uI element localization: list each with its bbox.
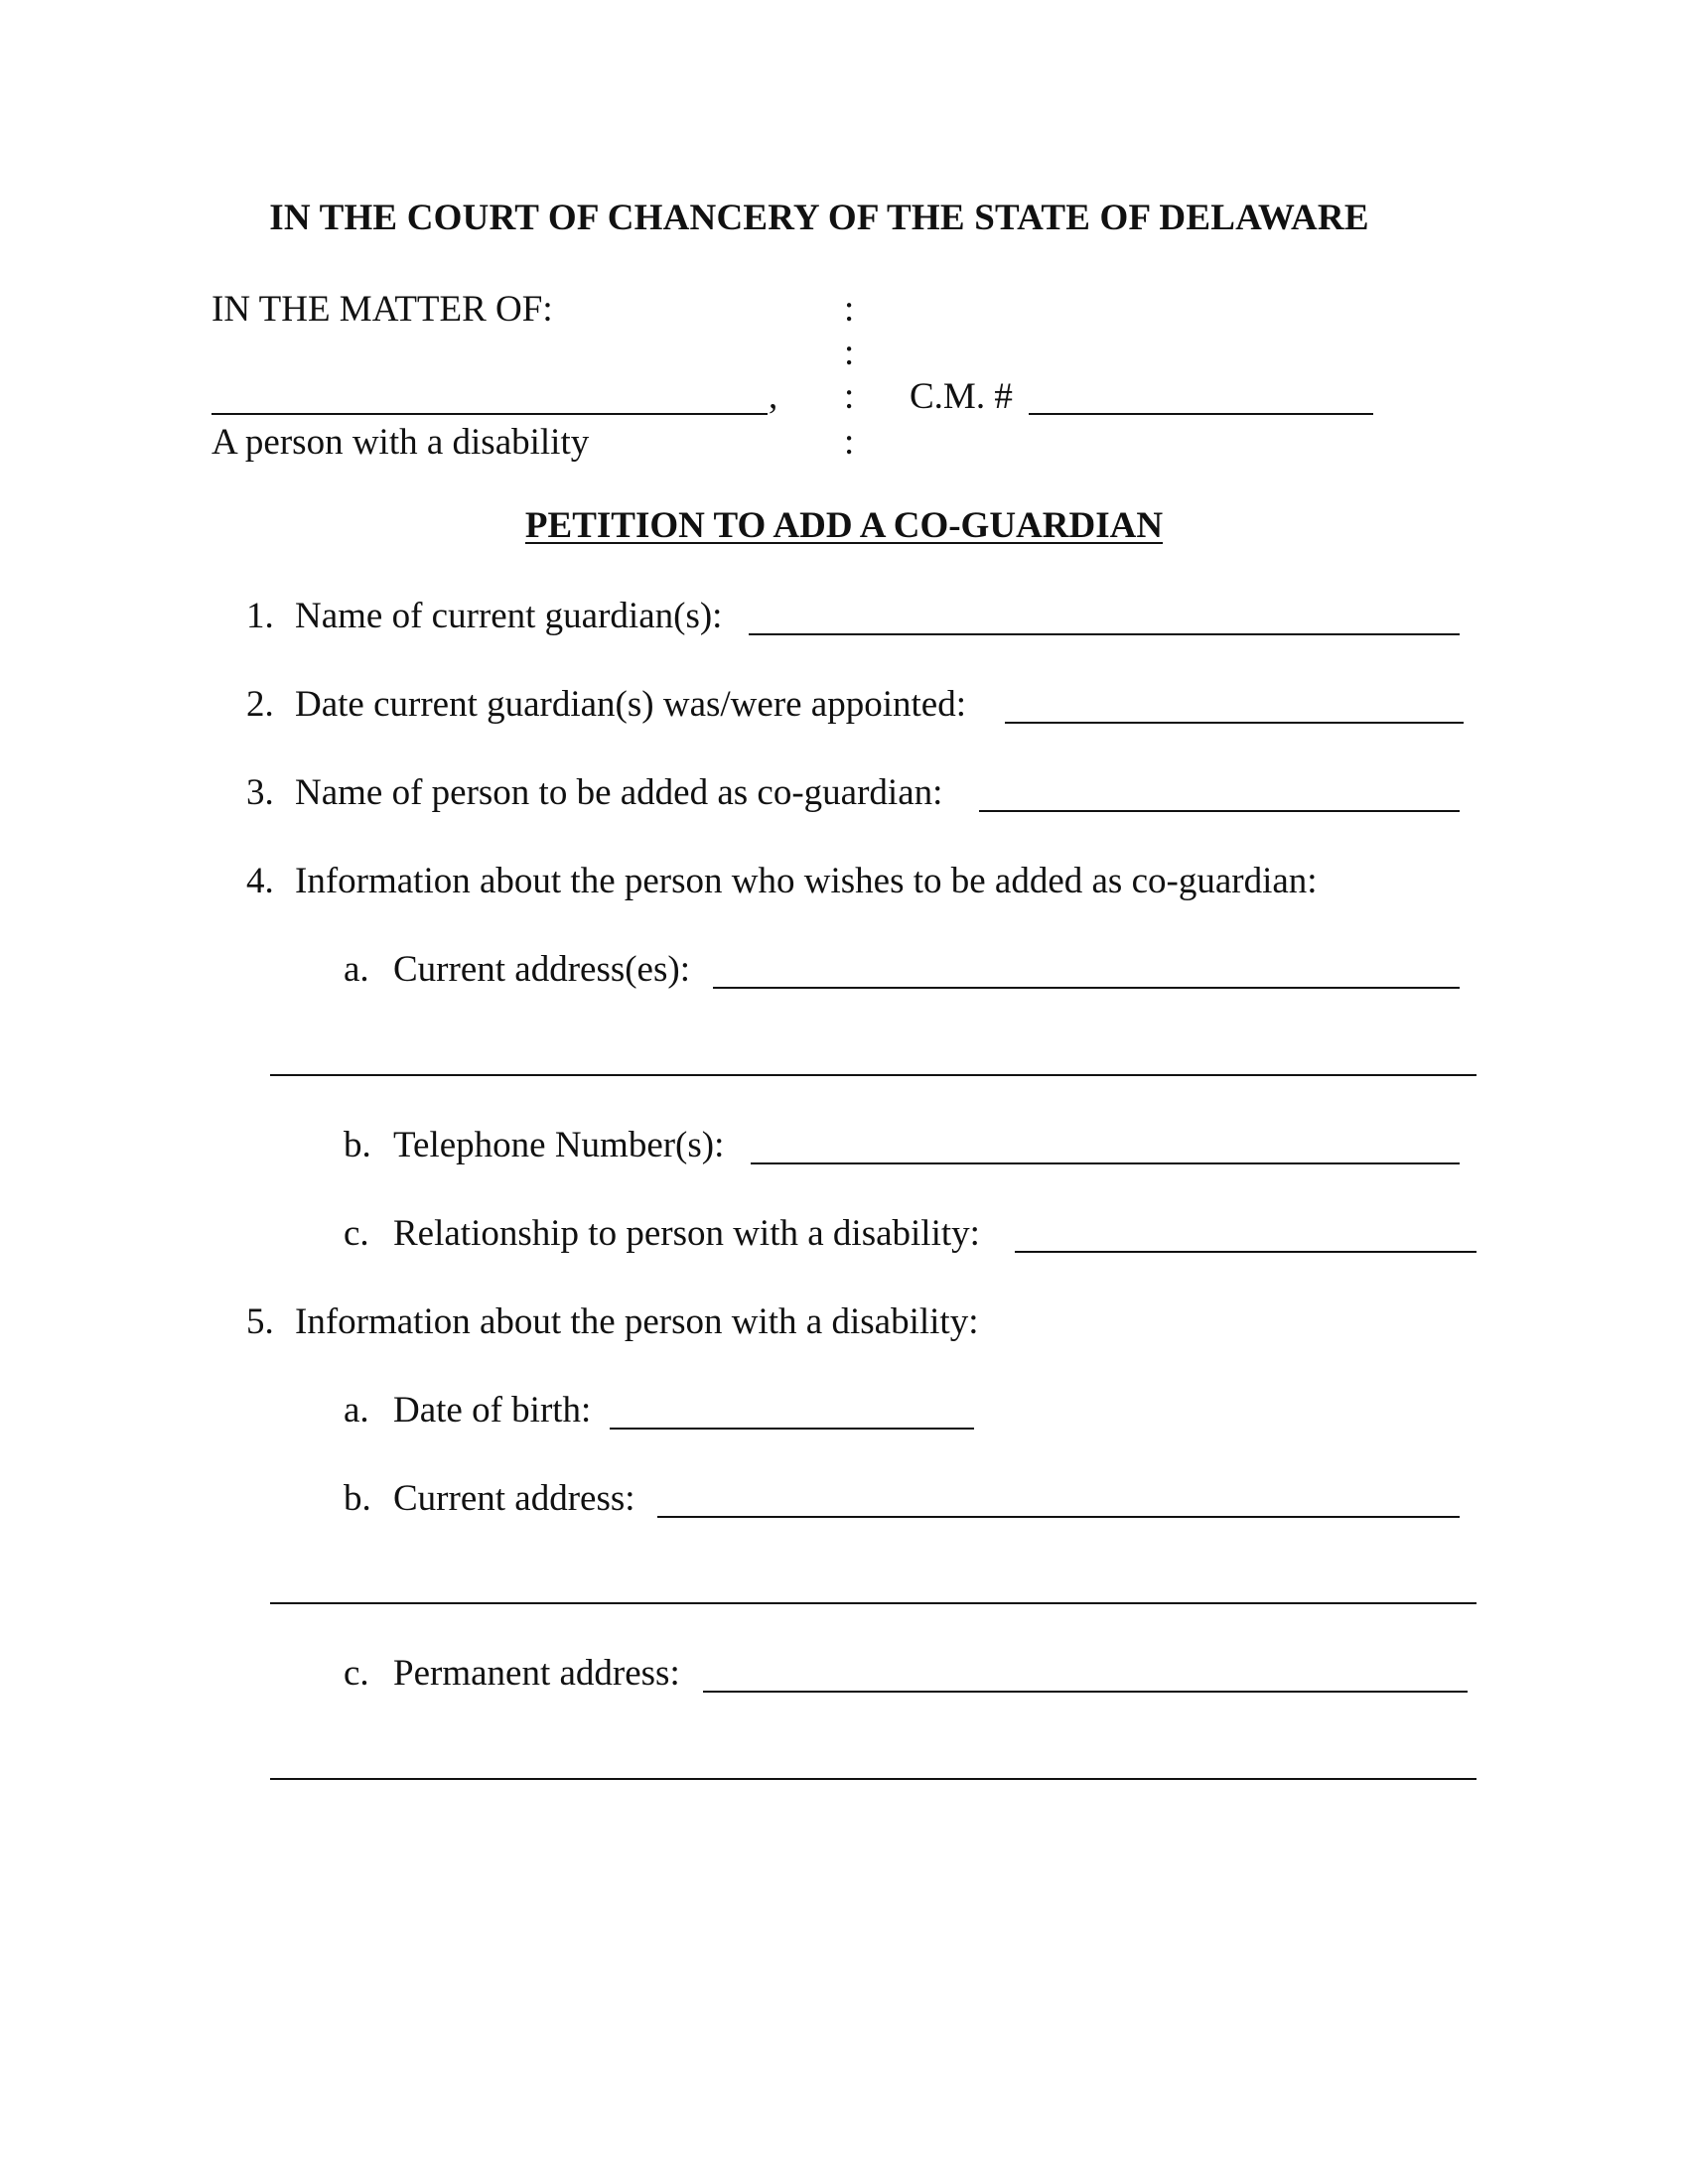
relationship-field[interactable]: [1015, 1251, 1477, 1253]
caption-colon-3: :: [844, 376, 855, 417]
item-4-label: Information about the person who wishes to be added as co-guardian:: [295, 861, 1318, 901]
permanent-address-field[interactable]: [703, 1691, 1468, 1693]
item-2-label: Date current guardian(s) was/were appointed:: [295, 684, 966, 725]
date-of-birth-field[interactable]: [610, 1428, 974, 1430]
item-5-number: 5.: [246, 1301, 274, 1342]
person-with-disability-label: A person with a disability: [211, 422, 590, 463]
item-5-label: Information about the person with a disability:: [295, 1301, 979, 1342]
permanent-address-field-line-2[interactable]: [270, 1778, 1477, 1780]
person-name-field[interactable]: [211, 413, 768, 415]
co-guardian-address-field[interactable]: [713, 987, 1460, 989]
item-4-number: 4.: [246, 861, 274, 901]
item-3-label: Name of person to be added as co-guardian:: [295, 772, 943, 813]
petition-title: PETITION TO ADD A CO-GUARDIAN: [524, 505, 1164, 546]
cm-number-label: C.M. #: [910, 376, 1013, 417]
current-guardian-name-field[interactable]: [749, 633, 1460, 635]
item-3-number: 3.: [246, 772, 274, 813]
cm-number-field[interactable]: [1029, 413, 1373, 415]
item-1-label: Name of current guardian(s):: [295, 596, 723, 636]
item-4c-letter: c.: [344, 1213, 369, 1254]
item-1-number: 1.: [246, 596, 274, 636]
item-5c-letter: c.: [344, 1653, 369, 1694]
item-5c-label: Permanent address:: [393, 1653, 680, 1694]
co-guardian-address-field-line-2[interactable]: [270, 1074, 1477, 1076]
appointment-date-field[interactable]: [1005, 722, 1464, 724]
co-guardian-telephone-field[interactable]: [751, 1162, 1460, 1164]
caption-colon-4: :: [844, 422, 855, 463]
item-4b-letter: b.: [344, 1125, 371, 1165]
caption-colon-1: :: [844, 289, 855, 330]
item-5a-letter: a.: [344, 1390, 369, 1431]
item-5a-label: Date of birth:: [393, 1390, 592, 1431]
in-the-matter-of-label: IN THE MATTER OF:: [211, 289, 553, 330]
item-2-number: 2.: [246, 684, 274, 725]
item-4c-label: Relationship to person with a disability:: [393, 1213, 980, 1254]
name-comma: ,: [769, 376, 778, 417]
co-guardian-name-field[interactable]: [979, 810, 1460, 812]
caption-colon-2: :: [844, 333, 855, 373]
item-5b-letter: b.: [344, 1478, 371, 1519]
item-5b-label: Current address:: [393, 1478, 635, 1519]
court-title: IN THE COURT OF CHANCERY OF THE STATE OF DELAWARE: [269, 198, 1369, 238]
current-address-field[interactable]: [657, 1516, 1460, 1518]
item-4a-letter: a.: [344, 949, 369, 990]
item-4b-label: Telephone Number(s):: [393, 1125, 725, 1165]
current-address-field-line-2[interactable]: [270, 1602, 1477, 1604]
item-4a-label: Current address(es):: [393, 949, 690, 990]
